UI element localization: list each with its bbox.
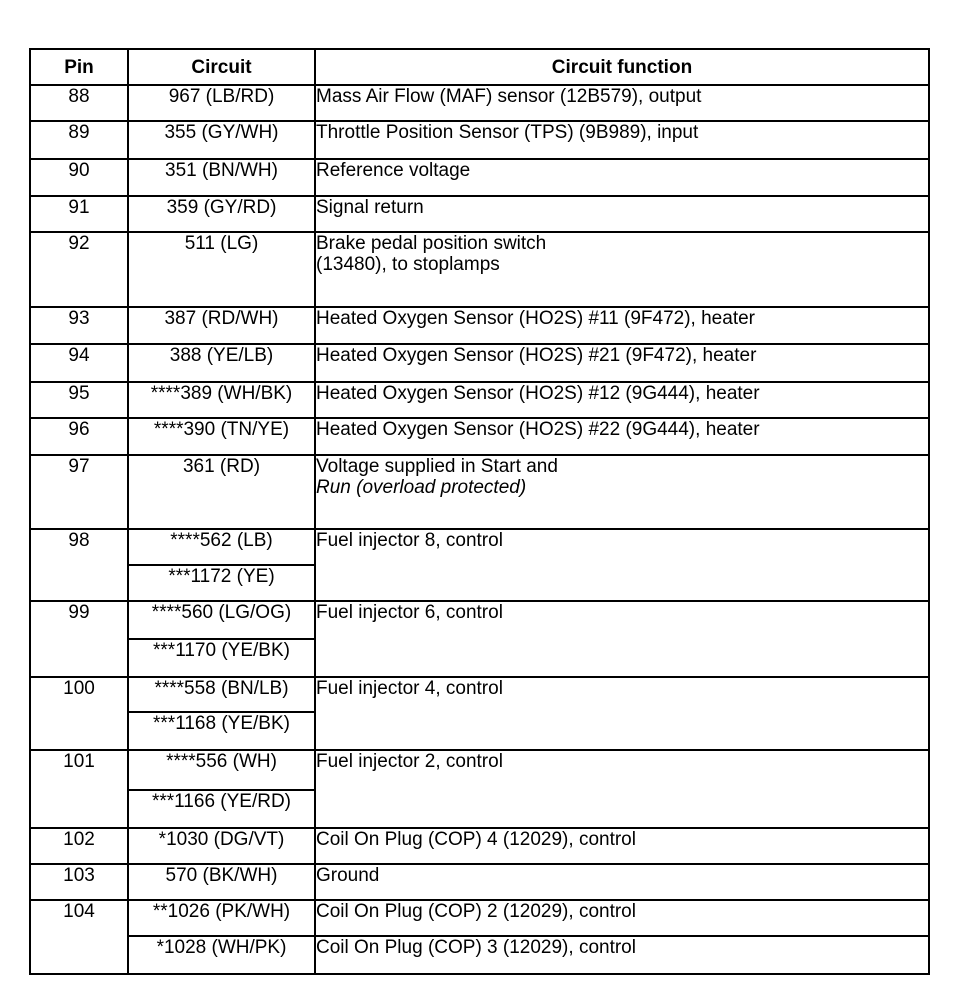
pin-cell: 95 bbox=[30, 382, 128, 418]
table-row bbox=[30, 232, 929, 307]
circuit-cell: ****562 (LB) bbox=[128, 529, 315, 565]
function-line: Voltage supplied in Start and bbox=[316, 456, 558, 477]
function-line: (13480), to stoplamps bbox=[316, 254, 500, 275]
circuit-cell: **1026 (PK/WH) bbox=[128, 900, 315, 936]
circuit-cell: ***1168 (YE/BK) bbox=[128, 712, 315, 750]
circuit-cell: 351 (BN/WH) bbox=[128, 159, 315, 196]
circuit-cell: 388 (YE/LB) bbox=[128, 344, 315, 382]
table-row bbox=[30, 382, 929, 418]
table-row bbox=[30, 196, 929, 232]
table-subrow bbox=[30, 936, 929, 974]
table-row bbox=[30, 159, 929, 196]
circuit-cell: 387 (RD/WH) bbox=[128, 307, 315, 344]
circuit-cell: ****558 (BN/LB) bbox=[128, 677, 315, 712]
circuit-cell: ***1172 (YE) bbox=[128, 565, 315, 601]
function-cell: Heated Oxygen Sensor (HO2S) #12 (9G444), heater bbox=[315, 382, 929, 418]
circuit-cell: ****390 (TN/YE) bbox=[128, 418, 315, 455]
circuit-cell: ****556 (WH) bbox=[128, 750, 315, 790]
circuit-cell: ****389 (WH/BK) bbox=[128, 382, 315, 418]
table-row bbox=[30, 828, 929, 864]
function-cell: Mass Air Flow (MAF) sensor (12B579), output bbox=[315, 85, 929, 121]
table-row bbox=[30, 677, 929, 712]
function-cell: Fuel injector 6, control bbox=[315, 601, 929, 677]
circuit-cell: *1028 (WH/PK) bbox=[128, 936, 315, 974]
pin-cell: 100 bbox=[30, 677, 128, 750]
circuit-cell: 570 (BK/WH) bbox=[128, 864, 315, 900]
pin-cell: 91 bbox=[30, 196, 128, 232]
circuit-cell: 355 (GY/WH) bbox=[128, 121, 315, 159]
table-row bbox=[30, 864, 929, 900]
pin-cell: 102 bbox=[30, 828, 128, 864]
pin-cell: 90 bbox=[30, 159, 128, 196]
function-cell: Fuel injector 2, control bbox=[315, 750, 929, 828]
function-cell: Reference voltage bbox=[315, 159, 929, 196]
function-cell: Heated Oxygen Sensor (HO2S) #21 (9F472), heater bbox=[315, 344, 929, 382]
circuit-cell: 361 (RD) bbox=[128, 455, 315, 529]
pin-cell: 96 bbox=[30, 418, 128, 455]
table-row bbox=[30, 121, 929, 159]
pin-cell: 88 bbox=[30, 85, 128, 121]
circuit-cell: 511 (LG) bbox=[128, 232, 315, 307]
table-row bbox=[30, 307, 929, 344]
header-row bbox=[30, 49, 929, 85]
function-cell: Coil On Plug (COP) 4 (12029), control bbox=[315, 828, 929, 864]
pin-cell: 104 bbox=[30, 900, 128, 974]
function-cell bbox=[315, 232, 929, 307]
function-cell: Signal return bbox=[315, 196, 929, 232]
table-row bbox=[30, 900, 929, 936]
function-cell bbox=[315, 455, 929, 529]
function-cell: Coil On Plug (COP) 3 (12029), control bbox=[315, 936, 929, 974]
table-row bbox=[30, 344, 929, 382]
table-row bbox=[30, 85, 929, 121]
circuit-cell: 359 (GY/RD) bbox=[128, 196, 315, 232]
header-circuit-function: Circuit function bbox=[315, 49, 929, 85]
pin-cell: 93 bbox=[30, 307, 128, 344]
pin-cell: 99 bbox=[30, 601, 128, 677]
pin-cell: 101 bbox=[30, 750, 128, 828]
table-row bbox=[30, 418, 929, 455]
pin-cell: 103 bbox=[30, 864, 128, 900]
function-cell: Fuel injector 8, control bbox=[315, 529, 929, 601]
header-circuit: Circuit bbox=[128, 49, 315, 85]
function-text: Coil On Plug (COP) 2 (12029), control bbox=[316, 901, 636, 922]
pin-cell: 98 bbox=[30, 529, 128, 601]
table-row bbox=[30, 750, 929, 790]
circuit-cell: ***1170 (YE/BK) bbox=[128, 639, 315, 677]
pin-cell: 92 bbox=[30, 232, 128, 307]
table-row bbox=[30, 529, 929, 565]
circuit-cell: *1030 (DG/VT) bbox=[128, 828, 315, 864]
function-cell: Heated Oxygen Sensor (HO2S) #22 (9G444), heater bbox=[315, 418, 929, 455]
function-cell: Throttle Position Sensor (TPS) (9B989), input bbox=[315, 121, 929, 159]
function-cell: Fuel injector 4, control bbox=[315, 677, 929, 750]
header-pin: Pin bbox=[30, 49, 128, 85]
table-row bbox=[30, 455, 929, 529]
function-line: Brake pedal position switch bbox=[316, 233, 547, 254]
circuit-cell: 967 (LB/RD) bbox=[128, 85, 315, 121]
circuit-cell: ***1166 (YE/RD) bbox=[128, 790, 315, 828]
pin-cell: 89 bbox=[30, 121, 128, 159]
function-cell bbox=[315, 900, 929, 936]
pin-circuit-table bbox=[29, 48, 930, 975]
circuit-cell: ****560 (LG/OG) bbox=[128, 601, 315, 639]
table-row bbox=[30, 601, 929, 639]
function-cell: Heated Oxygen Sensor (HO2S) #11 (9F472), heater bbox=[315, 307, 929, 344]
function-line: Run (overload protected) bbox=[316, 477, 527, 498]
function-cell: Ground bbox=[315, 864, 929, 900]
pin-cell: 97 bbox=[30, 455, 128, 529]
pin-cell: 94 bbox=[30, 344, 128, 382]
